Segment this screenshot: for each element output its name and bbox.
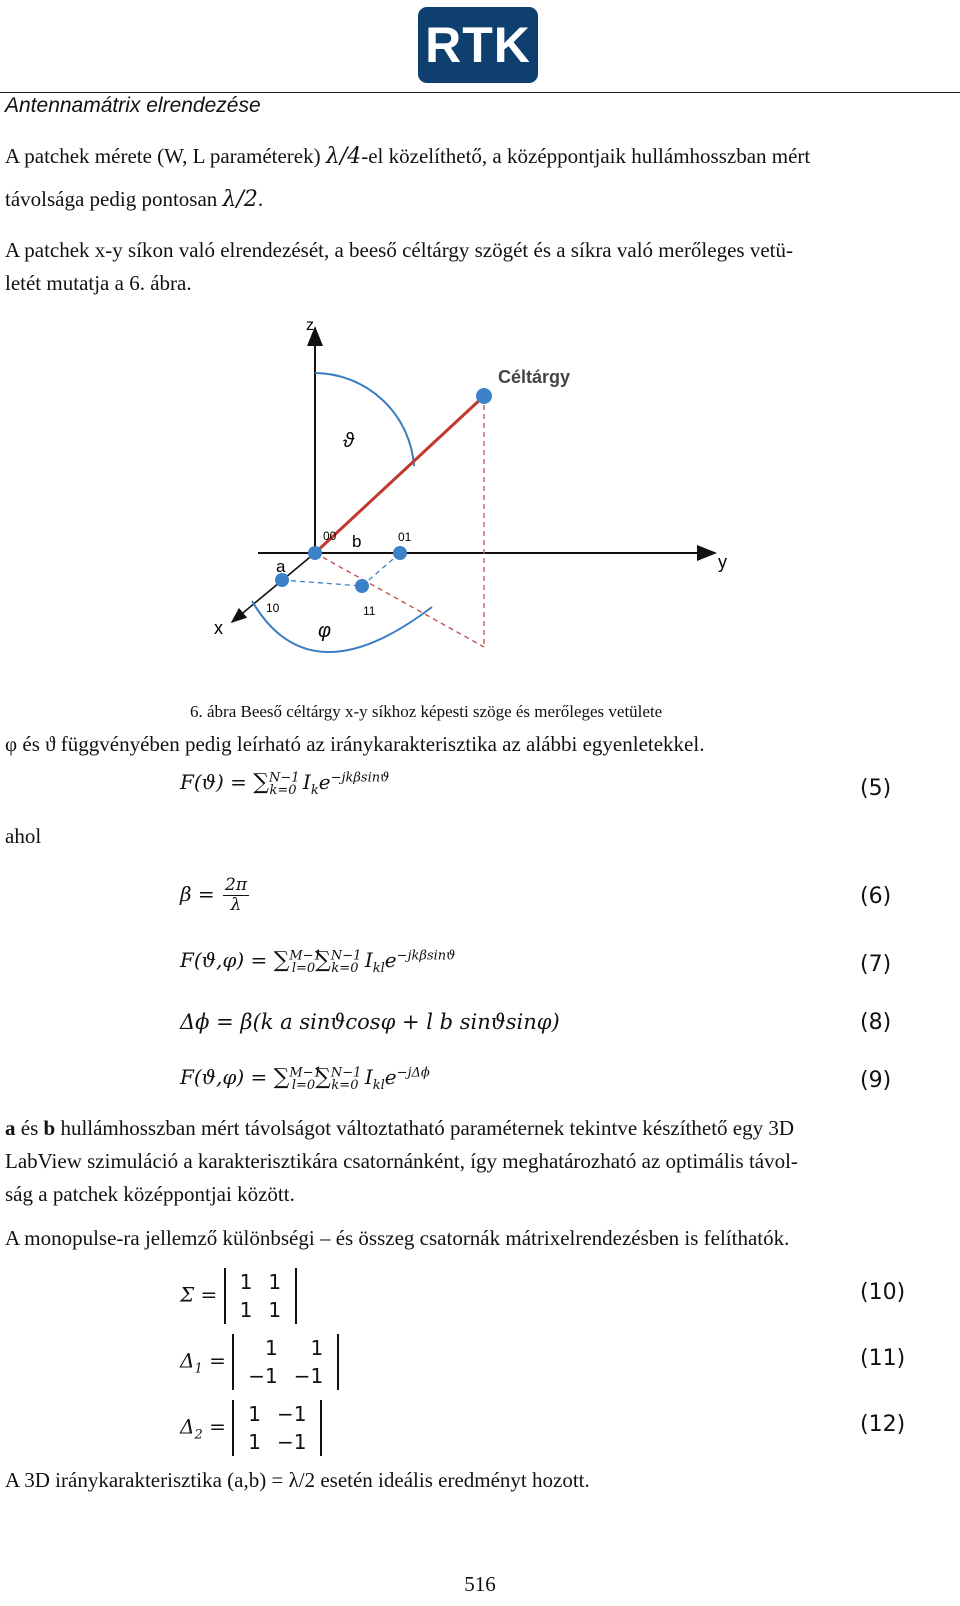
paragraph-6: A 3D iránykarakterisztika (a,b) = λ/2 esetén ideális eredményt hozott. xyxy=(5,1468,590,1492)
y-label: y xyxy=(718,552,727,572)
paragraph-1-line-1: A patchek mérete (W, L paraméterek) λ/4-el közelíthető, a középpontjaik hullámhosszban mért xyxy=(5,144,811,169)
equation-7: F(ϑ,φ) = ∑$^{M-1}_{l=0}$∑$^{N-1}_{k=0}$ $I_{kl}e^{-jk\beta sinϑ}$ xyxy=(180,948,456,976)
figure-6-diagram xyxy=(200,310,760,680)
equation-11-number: (11) xyxy=(860,1346,906,1371)
figure-caption: 6. ábra Beeső céltárgy x-y síkhoz képesti szöge és merőleges vetülete xyxy=(190,702,663,721)
lambda-quarter: λ/4 xyxy=(325,144,362,169)
phi-label: φ xyxy=(318,620,332,642)
theta-label: ϑ xyxy=(343,430,354,452)
header-rule xyxy=(0,92,960,93)
a-label: a xyxy=(276,557,286,576)
equation-8: Δϕ = β(k a sinϑcosφ + l b sinϑsinφ) xyxy=(180,1010,560,1034)
paragraph-4-line-3: ság a patchek középpontjai között. xyxy=(5,1182,295,1206)
equation-8-number: (8) xyxy=(860,1010,892,1035)
equation-11: $\Delta_1$ = 1 1 −1 −1 xyxy=(180,1334,339,1390)
paragraph-3: φ és ϑ függvényében pedig leírható az iránykarakterisztika az alábbi egyenletekkel. xyxy=(5,732,705,756)
ahol-label: ahol xyxy=(5,824,42,848)
logo-text: RTK xyxy=(425,17,531,73)
rtk-logo xyxy=(418,7,538,83)
equation-10: Σ = 1 1 1 1 xyxy=(180,1268,297,1324)
label-11: 11 xyxy=(363,604,376,618)
target-point xyxy=(476,388,492,404)
z-label: z xyxy=(306,317,314,334)
x-label: x xyxy=(214,618,223,638)
equation-6: β = $\frac{2\pi}{\lambda}$ xyxy=(180,875,248,915)
equation-10-number: (10) xyxy=(860,1280,906,1305)
patch-01 xyxy=(393,546,407,560)
paragraph-4-line-2: LabView szimuláció a karakterisztikára csatornánként, így meghatározható az optimális távol- xyxy=(5,1149,798,1173)
equation-6-number: (6) xyxy=(860,884,892,909)
equation-7-number: (7) xyxy=(860,952,892,977)
target-label: Céltárgy xyxy=(498,367,571,387)
paragraph-4-line-1: a és b hullámhosszban mért távolságot változtatható paraméternek tekintve készíthető egy 3D xyxy=(5,1116,795,1140)
equation-9-number: (9) xyxy=(860,1068,892,1093)
label-00: 00 xyxy=(323,529,337,543)
equation-5-number: (5) xyxy=(860,776,892,801)
page-number: 516 xyxy=(464,1572,496,1596)
equation-5: F(ϑ) = ∑$^{N-1}_{k=0}$ $I_ke^{-jk\beta sinϑ}$ xyxy=(180,770,390,798)
paragraph-5: A monopulse-ra jellemző különbségi – és összeg csatornák mátrixelrendezésben is felíthatók. xyxy=(5,1226,790,1250)
equation-12: $\Delta_2$ = 1 −1 1 −1 xyxy=(180,1400,322,1456)
lambda-half: λ/2 xyxy=(222,187,258,212)
equation-12-number: (12) xyxy=(860,1412,906,1437)
patch-11 xyxy=(355,579,369,593)
label-01: 01 xyxy=(398,530,412,544)
equation-9: F(ϑ,φ) = ∑$^{M-1}_{l=0}$∑$^{N-1}_{k=0}$ $I_{kl}e^{-j\Delta\phi}$ xyxy=(180,1065,430,1093)
paragraph-1-line-2: távolsága pedig pontosan λ/2. xyxy=(5,187,264,212)
paragraph-2-line-1: A patchek x-y síkon való elrendezését, a beeső céltárgy szögét és a síkra való merőleges vetü- xyxy=(5,238,793,262)
patch-00 xyxy=(308,546,322,560)
paragraph-2-line-2: letét mutatja a 6. ábra. xyxy=(5,271,192,295)
theta-arc xyxy=(315,373,414,466)
b-label: b xyxy=(352,532,362,551)
section-title: Antennamátrix elrendezése xyxy=(5,94,261,117)
ground-projection xyxy=(315,553,484,647)
label-10: 10 xyxy=(266,601,280,615)
